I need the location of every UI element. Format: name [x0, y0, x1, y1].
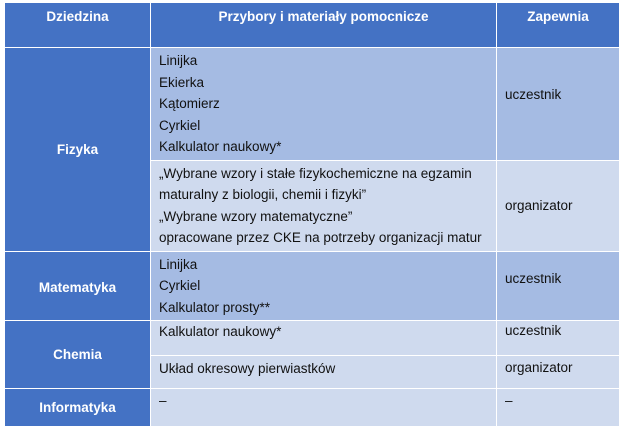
items-cell [151, 160, 497, 251]
item-list [151, 252, 496, 321]
list-item: Linijka [159, 256, 198, 272]
table-row [5, 321, 620, 356]
table-row [5, 389, 620, 427]
list-item: opracowane przez CKE na potrzeby organizacji matur [159, 230, 482, 245]
item-list [151, 48, 496, 160]
list-item: Kalkulator prosty** [159, 299, 271, 315]
list-item: Układ okresowy pierwiastków [159, 361, 336, 376]
domain-cell-fizyka: Fizyka [5, 48, 151, 252]
header-przybory: Przybory i materiały pomocnicze [151, 3, 497, 48]
table-row [5, 251, 620, 321]
header-zapewnia: Zapewnia [497, 3, 620, 48]
list-item: Kątomierz [159, 96, 220, 111]
provider-cell: organizator [497, 356, 620, 389]
provider-cell: uczestnik [497, 321, 620, 356]
list-item: Kalkulator naukowy* [159, 324, 282, 339]
domain-cell-matematyka: Matematyka [5, 251, 151, 321]
list-item: „Wybrane wzory matematyczne” [159, 208, 353, 224]
items-cell [151, 251, 497, 321]
item-list [151, 389, 496, 413]
list-item: Kalkulator naukowy* [159, 139, 282, 154]
list-item: Cyrkiel [159, 117, 201, 133]
item-list [151, 321, 496, 343]
list-item: „Wybrane wzory i stałe fizykochemiczne na egzamin [159, 165, 472, 181]
table-row [5, 48, 620, 161]
item-list [151, 161, 496, 251]
materials-table [4, 2, 620, 427]
items-cell [151, 321, 497, 356]
domain-cell-chemia: Chemia [5, 321, 151, 389]
provider-cell: uczestnik [497, 48, 620, 161]
domain-cell-informatyka: Informatyka [5, 389, 151, 427]
provider-cell: uczestnik [497, 251, 620, 321]
provider-cell: organizator [497, 160, 620, 251]
list-item: Linijka [159, 53, 198, 68]
item-list [151, 356, 496, 382]
provider-cell: – [497, 389, 620, 427]
items-cell [151, 389, 497, 427]
list-item: Cyrkiel [159, 278, 201, 293]
list-item: maturalny z biologii, chemii i fizyki” [159, 187, 367, 202]
items-cell [151, 356, 497, 389]
list-item: Ekierka [159, 74, 205, 90]
items-cell [151, 48, 497, 161]
header-row [5, 3, 620, 48]
header-dziedzina: Dziedzina [5, 3, 151, 48]
list-item: – [159, 393, 167, 408]
